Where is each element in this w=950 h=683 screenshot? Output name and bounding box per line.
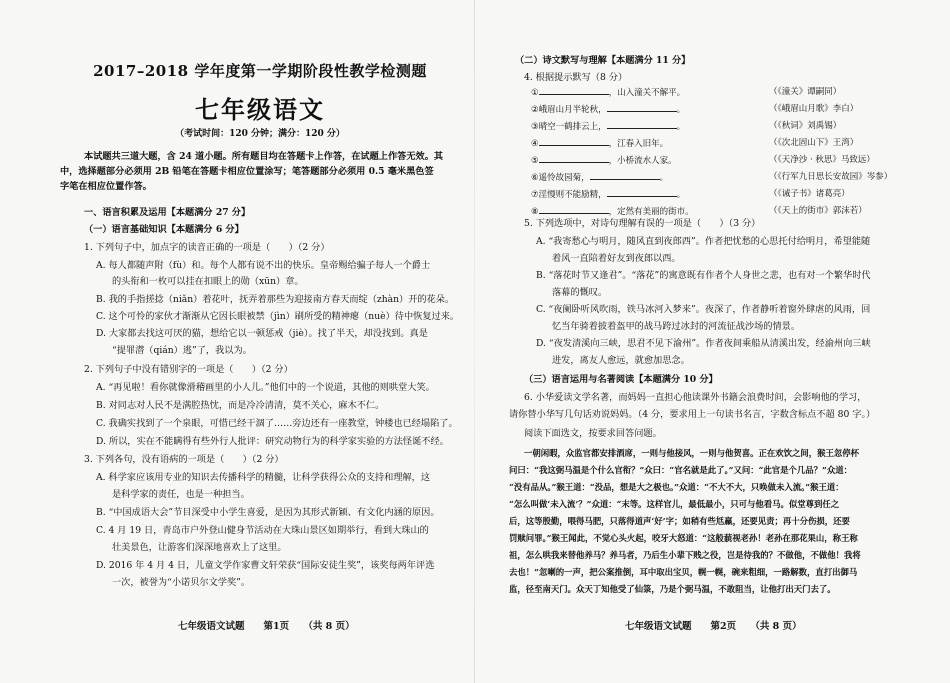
poem-given-text: 。	[659, 173, 669, 183]
poem-line	[531, 86, 685, 99]
passage-line: “怎么叫做‘未入流’？”众道：“末等。这样官儿，最低最小，只可与他看马。似堂尊到任之	[509, 499, 840, 509]
question-option: 落幕的慨叹。	[552, 287, 608, 298]
poem-given-text: 淫慢则不能励精，	[538, 190, 607, 200]
question-option: 一次，被誉为“小诺贝尔文学奖”。	[112, 577, 251, 588]
question-option: C. “夜阑卧听风吹雨，铁马冰河入梦来”。夜深了，作者静听着窗外肆虐的风雨，回	[536, 304, 871, 315]
answer-blank[interactable]	[539, 154, 609, 163]
question-option: B. “落花时节又逢君”。“落花”的寓意既有作者个人身世之悲，也有对一个繁华时代	[536, 270, 871, 281]
exam-info: （考试时间：120 分钟；满分：120 分）	[175, 129, 345, 139]
passage-line: 后，这等殷勤，喂得马肥，只落得道声‘好’字；如稍有些尪羸，还要见责；再十分伤损，还要	[509, 516, 850, 526]
answer-blank[interactable]	[607, 103, 677, 112]
passage-line: 祖，怎么哄我来替他养马？养马者，乃后生小辈下贱之役，岂是待我的？不做他，不做他！我将	[509, 550, 861, 560]
question-option: A. 每人都随声附（fù）和。每个人都有说不出的快乐。皇帝赐给骗子每人一个爵士	[96, 260, 431, 271]
question-option: 是科学家的责任，也是一种担当。	[112, 489, 250, 500]
poem-source: （《潼关》谭嗣同）	[769, 87, 842, 97]
poem-number: ②	[531, 105, 539, 115]
passage-line: 问曰：“我这弼马温是个什么官衔？”众曰：“官名就是此了。”又问：“此官是个几品？”众道：	[509, 465, 852, 475]
poem-number: ⑤	[531, 156, 539, 166]
reading-instruction: 阅读下面选文，按要求回答问题。	[524, 428, 662, 439]
question-option: 的头衔和一枚可以挂在扣眼上的勋（xūn）章。	[112, 276, 304, 287]
passage-line: 去也！”忽喇的一声，把公案推倒，耳中取出宝贝，幌一幌，碗来粗细，一路解数，直打出御马	[509, 567, 858, 577]
poem-number: ⑥	[531, 173, 539, 183]
question-option: D. 大家都去找这可厌的猫，想给它以一顿惩戒（jiè）。找了半天，却没找到。真是	[96, 328, 428, 339]
question-option: B. “中国成语大会”节目深受中小学生喜爱，是因为其形式新颖、有文化内涵的原因。	[96, 507, 440, 518]
poem-line	[531, 171, 668, 184]
section-heading: 一、语言积累及运用【本题满分 27 分】	[84, 207, 251, 218]
poem-number: ③	[531, 122, 539, 132]
question-stem: 5. 下列选项中，对诗句理解有误的一项是（ ）（3 分）	[524, 218, 761, 229]
question-option: 进发，离友人愈远，就愈加思念。	[552, 355, 690, 366]
question-option: C. 4 月 19 日，青岛市户外登山健身节活动在大珠山景区如期举行，看到大珠山的	[96, 525, 429, 536]
answer-blank[interactable]	[607, 120, 677, 129]
poem-given-text: ，山入潼关不解平。	[608, 88, 686, 98]
question-option: “提罪潜（qián）逃”了，我以为。	[112, 345, 252, 356]
question-stem: 6. 小华爱读文学名著，而妈妈一直担心他读课外书籍会浪费时间，会影响他的学习，	[524, 392, 867, 403]
poem-given-text: 。	[676, 105, 686, 115]
poem-line	[531, 137, 668, 150]
subsection-heading: （一）语言基础知识【本题满分 6 分】	[84, 224, 244, 235]
answer-blank[interactable]	[539, 137, 609, 146]
question-option: 壮美景色，让游客们深深地喜欢上了这里。	[112, 542, 287, 553]
poem-number: ①	[531, 88, 539, 98]
question-stem: 4. 根据提示默写（8 分）	[524, 72, 628, 83]
poem-given-text: 遥怜故园菊，	[538, 173, 590, 183]
passage-line: “没有品从。”猴王道：“没品，想是大之极也。”众道：“不大不大，只唤做未入流。”猴王道：	[509, 482, 844, 492]
question-option: D. 所以，实在不能瞒得有些外行人批评：研究动物行为的科学家实验的方法怪诞不经。	[96, 436, 449, 447]
passage-line: 一朝闲暇，众监官都安排酒席，一则与他接风，一则与他贺喜。正在欢饮之间，猴王忽停杯	[524, 448, 859, 458]
question-option: A. “再见啦！看你就像滑稽画里的小人儿。”他们中的一个说道，其他的则哄堂大笑。	[96, 382, 435, 393]
poem-given-text: ，江春入旧年。	[608, 139, 669, 149]
question-option: B. 我的手指搓捻（niǎn）着花叶，抚弄着那些为迎接南方春天而绽（zhàn）开的花朵。	[96, 294, 455, 305]
question-option: 着风一直陪着好友到夜郎以西。	[552, 253, 681, 264]
page-footer: 七年级语文试题 第1页 （共 8 页）	[178, 621, 355, 632]
poem-source: （《天上的街市》郭沫若）	[769, 206, 867, 216]
poem-line	[531, 205, 694, 218]
question-stem: 2. 下列句子中没有错别字的一项是（ ）（2 分）	[84, 364, 293, 375]
answer-blank[interactable]	[539, 86, 609, 95]
question-stem: 1. 下列句子中，加点字的读音正确的一项是（ ）（2 分）	[84, 242, 330, 253]
poem-number: ⑧	[531, 207, 539, 217]
answer-blank[interactable]	[590, 171, 660, 180]
poem-source: （《次北固山下》王湾）	[769, 138, 859, 148]
poem-number: ④	[531, 139, 539, 149]
poem-given-text: 晴空一鹤排云上，	[538, 122, 607, 132]
question-option: B. 对同志对人民不是满腔热忱，而是冷冷清清，莫不关心，麻木不仁。	[96, 400, 385, 411]
passage-line: 罚赎问罪。”猴王闻此，不觉心头火起，咬牙大怒道：“这般藐视老孙！老孙在那花果山，称王称	[509, 533, 858, 543]
question-stem: 请你替小华写几句话劝说妈妈。（4 分，要求用上一句读书名言，字数含标点不超 80 字。）	[509, 409, 876, 420]
poem-source: （《峨眉山月歌》李白）	[769, 104, 859, 114]
intro-line: 字笔在相应位置作答。	[60, 181, 152, 192]
question-option: C. 我确实找到了一个泉眼，可惜已经干涸了……旁边还有一座教堂，钟楼也已经塌陷了。	[96, 418, 458, 429]
exam-subtitle: 七年级语文	[195, 95, 325, 124]
question-option: A. “我寄愁心与明月，随风直到夜郎西”。作者把忧愁的心思托付给明月，希望能随	[536, 236, 871, 247]
poem-given-text: 。	[676, 190, 686, 200]
passage-line: 监，径至南天门。众天丁知他受了仙箓，乃是个弼马温，不敢阻当，让他打出天门去了。	[509, 584, 836, 594]
poem-given-text: 。	[676, 122, 686, 132]
poem-given-text: ，小桥流水人家。	[608, 156, 677, 166]
subsection-heading: （二）诗文默写与理解【本题满分 11 分】	[515, 55, 691, 66]
question-option: A. 科学家应该用专业的知识去传播科学的精髓，让科学获得公众的支持和理解，这	[96, 472, 431, 483]
exam-title: 2017–2018 学年度第一学期阶段性教学检测题	[93, 62, 427, 80]
poem-line	[531, 154, 677, 167]
question-option: C. 这个可怜的家伙才渐渐从它因长眼被禁（jìn）刷所受的精神瘪（nuè）待中恢复过来。	[96, 311, 460, 322]
question-option: D. “夜发清溪向三峡，思君不见下渝州”。作者夜间乘船从清溪出发，经渝州向三峡	[536, 338, 871, 349]
intro-line: 中，选择题部分必须用 2B 铅笔在答题卡相应位置涂写；笔答题部分必须用 0.5 毫米黑色签	[60, 166, 434, 177]
poem-line	[531, 120, 685, 133]
question-option: 忆当年骑着披着盔甲的战马跨过冰封的河流征战沙场的情景。	[552, 321, 801, 332]
answer-blank[interactable]	[607, 188, 677, 197]
question-option: D. 2016 年 4 月 4 日，儿童文学作家曹文轩荣获“国际安徒生奖”，该奖每两年评选	[96, 560, 435, 571]
subsection-heading: （三）语言运用与名著阅读【本题满分 10 分】	[524, 374, 718, 385]
question-stem: 3. 下列各句，没有语病的一项是（ ）（2 分）	[84, 454, 284, 465]
right-page	[475, 0, 950, 683]
answer-blank[interactable]	[539, 205, 609, 214]
intro-line: 本试题共三道大题，含 24 道小题。所有题目均在答题卡上作答，在试题上作答无效。其	[84, 151, 444, 162]
poem-line	[531, 103, 685, 116]
poem-line	[531, 188, 685, 201]
poem-number: ⑦	[531, 190, 539, 200]
poem-source: （《诫子书》诸葛亮）	[769, 189, 850, 199]
poem-given-text: 峨眉山月半轮秋，	[538, 105, 607, 115]
poem-source: （《秋词》刘禹锡）	[769, 121, 842, 131]
page-footer: 七年级语文试题 第2页 （共 8 页）	[625, 621, 802, 632]
poem-source: （《天净沙 · 秋思》马致远）	[769, 155, 875, 165]
poem-given-text: ，定然有美丽的街市。	[608, 207, 694, 217]
poem-source: （《行军九日思长安故园》岑参）	[769, 172, 893, 182]
